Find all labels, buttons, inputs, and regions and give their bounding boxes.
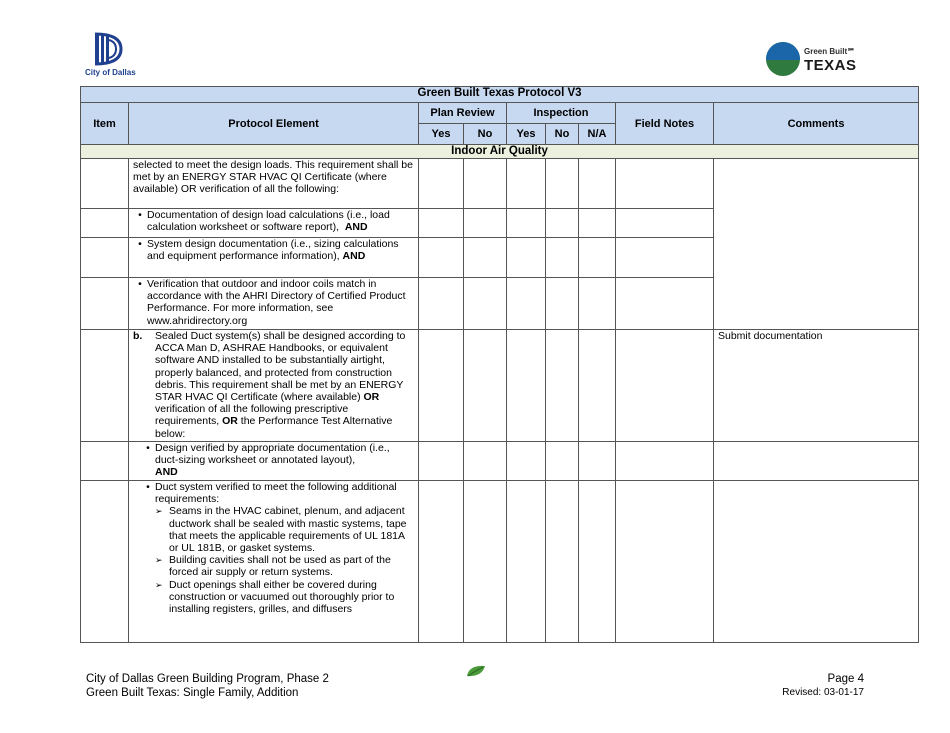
footer-left [86, 672, 329, 700]
comments-cell: Submit documentation [714, 330, 919, 442]
dallas-d-icon [85, 32, 125, 68]
gbt-logo-big-text: TEXAS [804, 57, 857, 74]
leaf-icon [466, 664, 486, 678]
protocol-cell: • Documentation of design load calculations (i.e., load calculation worksheet or software report), AND [129, 209, 419, 238]
page-number: Page 4 [827, 673, 864, 685]
bullet-icon: • [138, 278, 142, 290]
header-inspection-yes: Yes [507, 124, 546, 145]
gbt-logo-small-text: Green Built℠ [804, 47, 856, 56]
header-inspection-na: N/A [579, 124, 616, 145]
table-row [81, 442, 919, 481]
arrow-bullet-icon: ➢ [155, 579, 163, 590]
bullet-icon: • [146, 481, 150, 493]
header-plan-yes: Yes [419, 124, 464, 145]
table-title: Green Built Texas Protocol V3 [81, 87, 919, 103]
footer-program: City of Dallas Green Building Program, Phase 2 [86, 673, 329, 685]
header-plan-review: Plan Review [419, 103, 507, 124]
protocol-cell: • Duct system verified to meet the following additional requirements: ➢ Seams in the HVAC cabinet, plenum, and adjacent ductwork shall be sealed with mastic systems, tape that meets the applicable requirements of UL 181A or UL 181B, or gasket systems. ➢ Building cavities shall not be used as part of the forced air supply or return systems. ➢ Duct openings shall either be covered during construction or vacuumed out thoroughly prior to installing registers, grilles, and diffusers [129, 481, 419, 643]
protocol-table [80, 86, 919, 643]
header-item: Item [81, 103, 129, 145]
green-built-texas-logo [766, 42, 866, 82]
protocol-cell: selected to meet the design loads. This requirement shall be met by an ENERGY STAR HVAC QI Certificate (where available) OR verification of all the following: [129, 159, 419, 209]
header-inspection-no: No [546, 124, 579, 145]
table-row [81, 481, 919, 643]
texas-globe-icon [766, 42, 800, 76]
protocol-cell: • System design documentation (i.e., sizing calculations and equipment performance information), AND [129, 238, 419, 278]
protocol-cell: • Design verified by appropriate documentation (i.e., duct-sizing worksheet or annotated layout), AND [129, 442, 419, 481]
table-row [81, 159, 919, 209]
header-comments: Comments [714, 103, 919, 145]
footer-right [782, 672, 864, 700]
bullet-icon: • [138, 238, 142, 250]
arrow-bullet-icon: ➢ [155, 506, 163, 517]
header-inspection: Inspection [507, 103, 616, 124]
footer-document: Green Built Texas: Single Family, Addition [86, 687, 299, 699]
arrow-bullet-icon: ➢ [155, 555, 163, 566]
protocol-cell: b. Sealed Duct system(s) shall be designed according to ACCA Man D, ASHRAE Handbooks, or equivalent software AND installed to be substantially airtight, properly balanced, and protected from construction debris. This requirement shall be met by an ENERGY STAR HVAC QI Certificate (where available) OR verification of all the following prescriptive requirements, OR the Performance Test Alternative below: [129, 330, 419, 442]
comments-cell [714, 159, 919, 330]
city-logo-text: City of Dallas [85, 68, 136, 77]
table-row [81, 330, 919, 442]
header-protocol-element: Protocol Element [129, 103, 419, 145]
revised-date: Revised: 03-01-17 [782, 687, 864, 698]
item-cell [81, 159, 129, 209]
header-plan-no: No [464, 124, 507, 145]
section-indoor-air-quality: Indoor Air Quality [81, 145, 919, 159]
bullet-icon: • [146, 442, 150, 454]
bullet-icon: • [138, 209, 142, 221]
protocol-cell: • Verification that outdoor and indoor coils match in accordance with the AHRI Directory of Certified Product Performance. For more information, see www.ahridirectory.org [129, 278, 419, 330]
header-field-notes: Field Notes [616, 103, 714, 145]
